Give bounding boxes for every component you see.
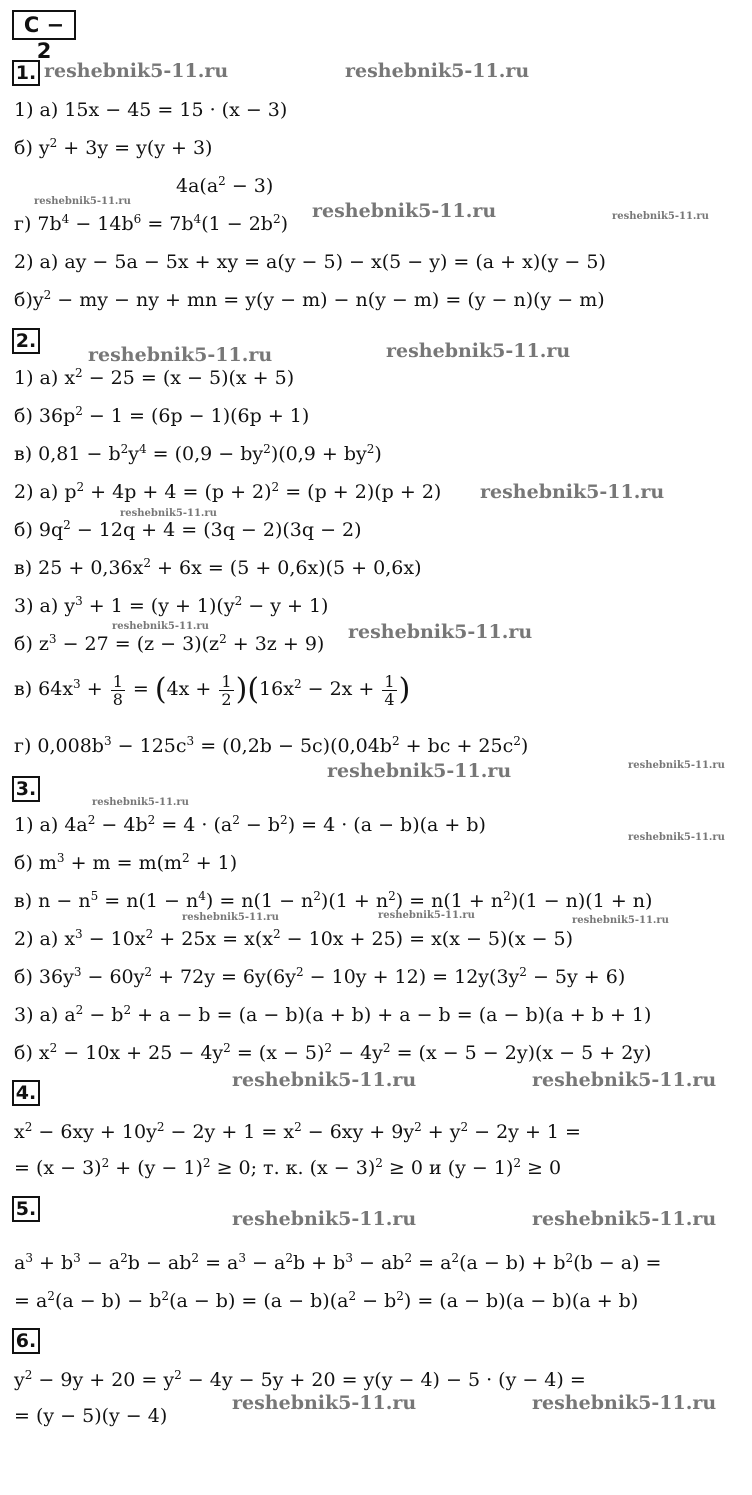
solution-line: 2) а) $x^3 - 10x^2 + 25x = x(x^2 - 10x + 25) = x(x - 5)(x - 5)$ xyxy=(14,927,574,950)
watermark: reshebnik5-11.ru xyxy=(312,200,497,222)
watermark: reshebnik5-11.ru xyxy=(88,344,273,366)
task-number: 6. xyxy=(12,1328,40,1354)
solution-line: 3) а) $a^2 - b^2 + a - b = (a - b)(a + b) + a - b = (a - b)(a + b + 1)$ xyxy=(14,1003,652,1026)
solution-line: 2) а) $p^2 + 4p + 4 = (p + 2)^2 = (p + 2)(p + 2)$ xyxy=(14,480,442,503)
solution-line: $a^3 + b^3 - a^2b - ab^2 = a^3 - a^2b + b^3 - ab^2 = a^2(a - b) + b^2(b - a)$ = xyxy=(14,1251,662,1274)
task-number: 1. xyxy=(12,60,40,86)
solution-line: г) $7b^4 - 14b^6 = 7b^4(1 - 2b^2)$ xyxy=(14,212,289,235)
watermark: reshebnik5-11.ru xyxy=(532,1208,717,1230)
solution-line: в) $25 + 0,36x^2 + 6x = (5 + 0,6x)(5 + 0,6x)$ xyxy=(14,556,422,579)
watermark: reshebnik5-11.ru xyxy=(232,1392,417,1414)
watermark: reshebnik5-11.ru xyxy=(92,797,189,808)
solution-line: б) $y^2 + 3y = y(y + 3)$ xyxy=(14,136,213,159)
solution-line: б) $36p^2 - 1 = (6p - 1)(6p + 1)$ xyxy=(14,404,310,427)
task-number: 3. xyxy=(12,776,40,802)
solution-line: 2) а) ay − 5a − 5x + xy = a(y − 5) − x(5 − y) = (a + x)(y − 5) xyxy=(14,251,606,273)
watermark: reshebnik5-11.ru xyxy=(628,832,725,843)
solution-line: в) $0,81 - b^2y^4 = (0,9 - by^2)(0,9 + by^2)$ xyxy=(14,442,382,465)
watermark: reshebnik5-11.ru xyxy=(532,1069,717,1091)
solution-line: г) $0,008b^3 - 125c^3 = (0,2b - 5c)(0,04b^2$ + bc + $25c^2$) xyxy=(14,734,529,757)
watermark: reshebnik5-11.ru xyxy=(572,915,669,926)
task-number: 2. xyxy=(12,328,40,354)
solution-line: б) $z^3 - 27 = (z - 3)(z^2 + 3z + 9)$ xyxy=(14,632,325,655)
watermark: reshebnik5-11.ru xyxy=(44,60,229,82)
watermark: reshebnik5-11.ru xyxy=(612,211,709,222)
solution-line: в) $n - n^5 = n(1 - n^4) = n(1 - n^2)(1 + n^2) = n(1 + n^2)(1 - n)(1 + n)$ xyxy=(14,889,653,912)
task-number: 4. xyxy=(12,1080,40,1106)
solution-line: $4a(a^2 - 3)$ xyxy=(176,174,274,197)
watermark: reshebnik5-11.ru xyxy=(378,910,475,921)
watermark: reshebnik5-11.ru xyxy=(348,621,533,643)
watermark: reshebnik5-11.ru xyxy=(327,760,512,782)
solution-line: 1) а) $x^2 - 25 = (x - 5)(x + 5)$ xyxy=(14,366,295,389)
solution-line: $y^2 - 9y + 20 = y^2 - 4y - 5y + 20 = y(y - 4) - 5 \cdot (y - 4)$ = xyxy=(14,1368,586,1391)
watermark: reshebnik5-11.ru xyxy=(232,1069,417,1091)
watermark: reshebnik5-11.ru xyxy=(182,912,279,923)
solution-line-fractions: в) $64x^3$ + $\frac{1}{8}$ = (4x + $\frac{1}{2}$ )($16x^2 - 2x$ + $\frac{1}{4}$ ) xyxy=(14,671,411,709)
solution-line: 1) а) 15x − 45 = 15 · (x − 3) xyxy=(14,99,288,121)
fraction: $\frac{1}{8}$ xyxy=(112,671,123,709)
solution-line: = (y − 5)(y − 4) xyxy=(14,1405,168,1427)
solution-line: 3) а) $y^3 + 1 = (y + 1)(y^2 - y + 1)$ xyxy=(14,594,329,617)
watermark: reshebnik5-11.ru xyxy=(232,1208,417,1230)
solution-line: б) $9q^2 - 12q + 4 = (3q - 2)(3q - 2)$ xyxy=(14,518,362,541)
watermark: reshebnik5-11.ru xyxy=(628,760,725,771)
solution-line: б) $36y^3 - 60y^2 + 72y = 6y(6y^2 - 10y + 12) = 12y(3y^2 - 5y + 6)$ xyxy=(14,965,626,988)
solution-line: б) $m^3 + m = m(m^2 + 1)$ xyxy=(14,851,238,874)
fraction: $\frac{1}{2}$ xyxy=(221,671,232,709)
watermark: reshebnik5-11.ru xyxy=(120,508,217,519)
solution-line: = $a^2(a - b) - b^2(a - b) = (a - b)(a^2 - b^2) = (a - b)(a - b)(a + b)$ xyxy=(14,1289,639,1312)
solution-line: 1) а) $4a^2 - 4b^2 = 4 \cdot (a^2 - b^2) = 4 \cdot (a - b)(a + b)$ xyxy=(14,813,486,836)
solution-line: = $(x - 3)^2 + (y - 1)^2 \ge 0$; т. к. $(x - 3)^2 \ge 0$ и $(y - 1)^2 \ge 0$ xyxy=(14,1156,562,1179)
fraction: $\frac{1}{4}$ xyxy=(384,671,395,709)
task-number: 5. xyxy=(12,1196,40,1222)
section-label: С − 2 xyxy=(12,10,76,40)
solution-line: $x^2 - 6xy + 10y^2 - 2y + 1 = x^2 - 6xy + 9y^2 + y^2 - 2y + 1$ = xyxy=(14,1120,581,1143)
solution-line: $б)y^2$ − my − ny + mn = y(y − m) − n(y − m) = (y − n)(y − m) xyxy=(14,288,605,311)
watermark: reshebnik5-11.ru xyxy=(532,1392,717,1414)
solution-line: б) $x^2 - 10x + 25 - 4y^2 = (x - 5)^2 - 4y^2 = (x - 5 - 2y)(x - 5 + 2y)$ xyxy=(14,1041,652,1064)
watermark: reshebnik5-11.ru xyxy=(34,196,131,207)
watermark: reshebnik5-11.ru xyxy=(112,621,209,632)
watermark: reshebnik5-11.ru xyxy=(345,60,530,82)
watermark: reshebnik5-11.ru xyxy=(386,340,571,362)
watermark: reshebnik5-11.ru xyxy=(480,481,665,503)
